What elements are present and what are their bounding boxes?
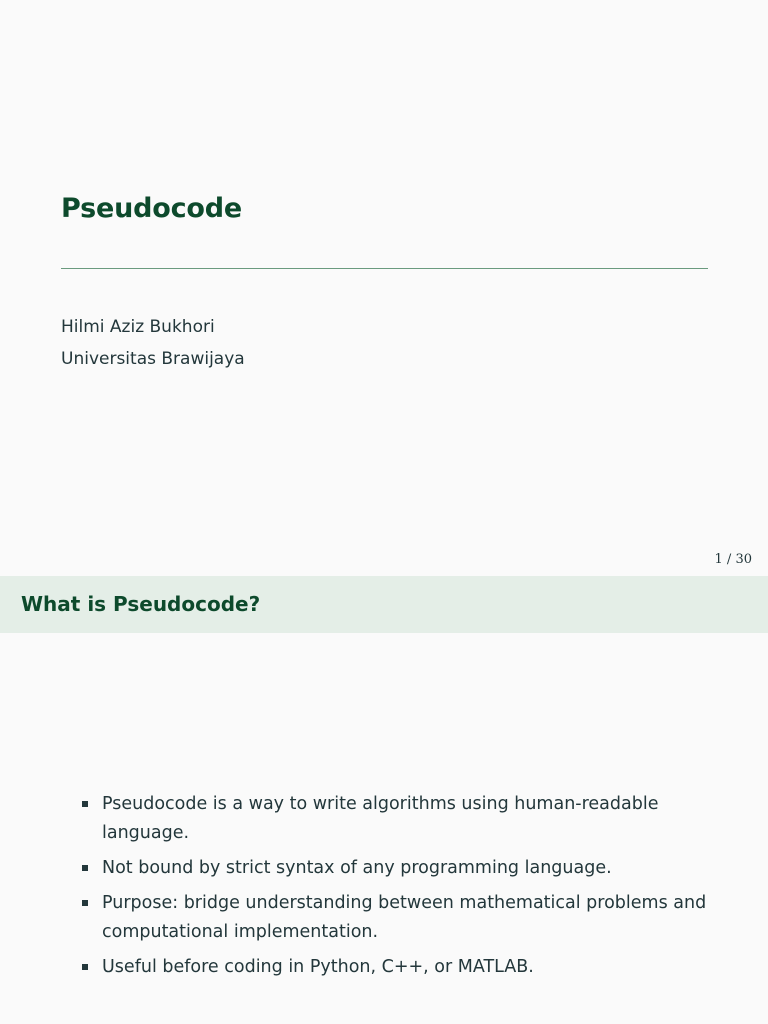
frame-title: What is Pseudocode?	[21, 592, 261, 616]
frame-header	[0, 576, 768, 633]
list-item	[80, 889, 720, 947]
list-item	[80, 854, 720, 883]
bullet-text: Purpose: bridge understanding between mathematical problems and computational implementation.	[102, 893, 707, 942]
bullet-text: Not bound by strict syntax of any programming language.	[102, 858, 612, 878]
slide-title: Pseudocode	[61, 193, 242, 224]
bullet-text: Pseudocode is a way to write algorithms using human-readable language.	[102, 794, 659, 843]
square-bullet-icon	[82, 865, 88, 871]
bullet-list	[80, 790, 720, 988]
square-bullet-icon	[82, 801, 88, 807]
title-divider	[61, 268, 708, 269]
page-number: 1 / 30	[714, 552, 752, 567]
list-item	[80, 953, 720, 982]
square-bullet-icon	[82, 964, 88, 970]
list-item	[80, 790, 720, 848]
content-slide	[0, 576, 768, 1024]
author-name: Hilmi Aziz Bukhori	[61, 317, 215, 337]
institute-name: Universitas Brawijaya	[61, 349, 245, 369]
square-bullet-icon	[82, 900, 88, 906]
bullet-text: Useful before coding in Python, C++, or MATLAB.	[102, 957, 534, 977]
